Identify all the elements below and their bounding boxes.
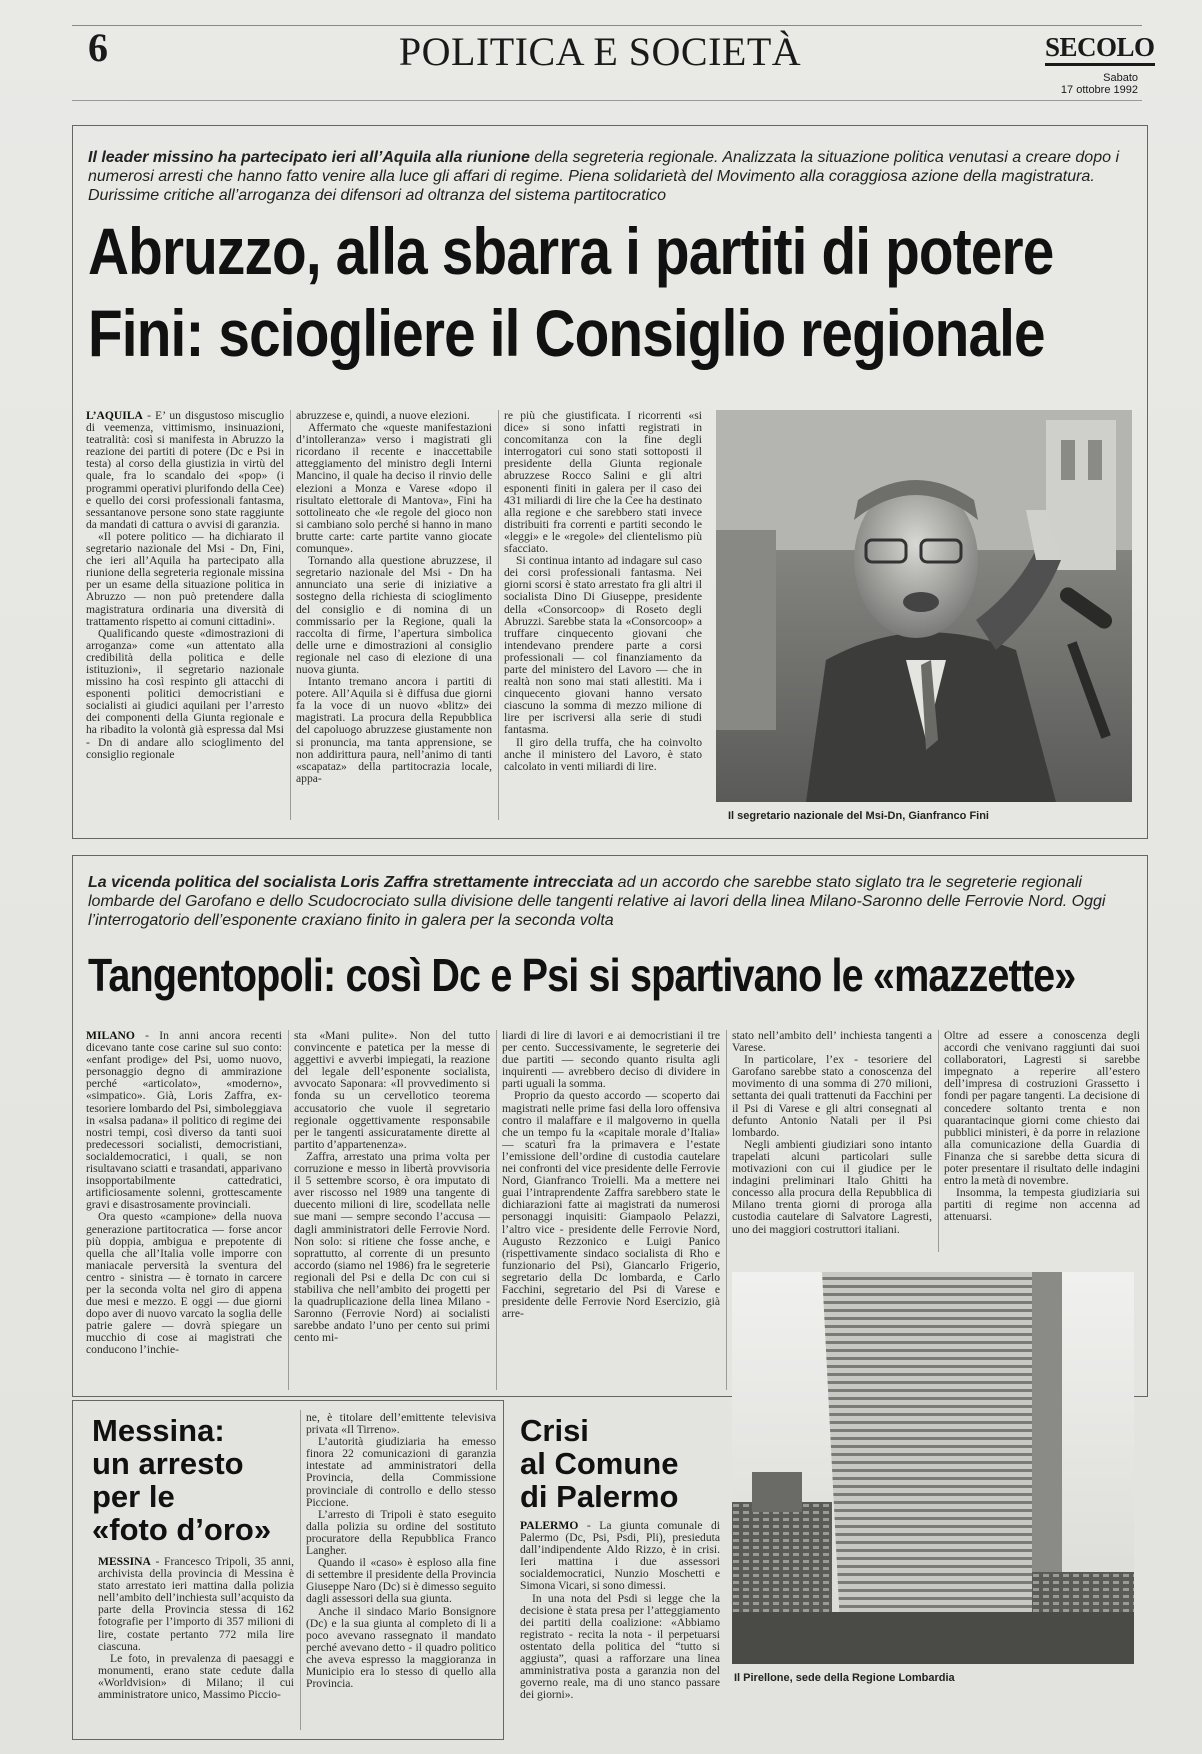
paragraph: Negli ambienti giudiziari sono intanto trapelati alcuni particolari sulle motivazioni con cui il giudice per le indagini preliminari Italo Ghitti ha concesso alla procura della Repubblica di Milano trenta giorni di proroga alla custodia cautelare di Salvatore Lagresti, uno dei maggiori costruttori italiani. [732, 1137, 932, 1236]
headline-line: per le [92, 1479, 175, 1514]
paragraph: Affermato che «queste manifestazioni d’intolleranza» verso i magistrati gli ricordano il recente e inaccettabile atteggiamento del ministro degli Interni Mancino, il quale ha deciso il rinvio delle elezioni a Monza e Varese «dopo il risultato elettorale di Mantova», Fini ha sottolineato che «le regole del gioco non si cambiano solo perché si hanno in mano brutte carte: carte partite vanno giocate comunque». [296, 421, 492, 556]
paragraph: In una nota del Psdi si legge che la decisione è stata presa per l’atteggiamento dei partiti della coalizione: «Abbiamo registrato - recita la nota - il perpetuarsi ostentato della politica del “tutto si aggiusta”, quasi a rafforzare una linea amministrativa posta a garanzia non del governo reale, ma di uno stanco passare dei giorni». [520, 1591, 720, 1702]
dateline: MESSINA [98, 1556, 151, 1568]
paragraph: - Francesco Tripoli, 35 anni, archivista della provincia di Messina è stato arrestato ieri mattina dalla polizia nell’ambito dell’inchiesta sull’acquisto da parte della Provincia stessa di 162 fotografie per l’importo di 357 milioni di lire, costate pertanto 772 mila lire ciascuna. [98, 1556, 294, 1653]
kicker-bold: Il leader missino ha partecipato ieri all’Aquila alla riunione [88, 149, 530, 166]
article-tangentopoli-column-2 [294, 1030, 490, 1390]
paragraph: re più che giustificata. I ricorrenti «si dice» si sono infatti registrati in concomitanza con la fine degli interrogatori cui sono stati sottoposti il presidente della Giunta regionale abruzzese Rocco Salini e gli altri esponenti finiti in galera per il caso dei 431 miliardi di lire che la Cee ha destinato alla regione e che sarebbero stati invece distribuiti fra correnti e partiti secondo le «leggi» e le «regole» del clientelismo più sfacciato. [504, 410, 702, 556]
article-palermo-headline [520, 1414, 720, 1513]
column-separator [498, 410, 499, 820]
section-title: POLITICA E SOCIETÀ [398, 29, 802, 74]
kicker-text: della segreteria regionale. Analizzata la situazione politica venutasi a creare dopo i numerosi arresti che hanno fatto venire alla luce gli affari di regime. Piena solidarietà del Movimento alla coraggiosa azione della magistratura. Durissime critiche all’arroganza dei difensori ad oltranza del sistema partitocratico [88, 149, 1119, 204]
headline-line: Messina: [92, 1413, 225, 1448]
paragraph: Intanto tremano ancora i partiti di potere. All’Aquila si è diffusa due giorni fa la voce di un nuovo «blitz» dei magistrati. La procura della Repubblica del capoluogo abruzzese giustamente non si pronuncia, ma tanta apprensione, se non addirittura paura, nell’animo di tanti «scapataz» della partitocrazia locale, appa- [296, 675, 492, 785]
pirellone-photo-image [732, 1272, 1134, 1664]
article-tangentopoli-column-5 [944, 1030, 1140, 1252]
article-abruzzo-headline-2: Fini: sciogliere il Consiglio regionale [88, 296, 1045, 370]
headline-line: un arresto [92, 1446, 244, 1481]
paragraph: «Il potere politico — ha dichiarato il segretario nazionale del Msi - Dn, Fini, che ieri all’Aquila ha partecipato alla riunione della segreteria regionale missina per un esame della situazione politica in Abruzzo — non può pretendere dalla magistratura ordinaria una diversità di trattamento rispetto ai comuni cittadini». [86, 529, 284, 628]
header-top-rule [72, 25, 1142, 26]
paragraph: Le foto, in prevalenza di paesaggi e monumenti, erano state cedute dalla «Worldvision» di Milano; il cui amministratore unico, Massimo Piccio- [98, 1651, 294, 1702]
paragraph: Zaffra, arrestato una prima volta per corruzione e messo in libertà provvisoria il 5 settembre scorso, è ora imputato di aver riscosso nel 1989 una tangente di duecento milioni di lire, scodellata nelle sue mani — sempre secondo l’accusa — dagli amministratori delle Ferrovie Nord. Non solo: si ritiene che fosse anche, e soprattutto, al corrente di un presunto accordo (siamo nel 1986) fra le segreterie regionali del Psi e della Dc con cui si stabiliva che nell’ambito dei progetti per la quadruplicazione della linea Milano - Saronno (Ferrovie Nord) ai socialisti sarebbe andato l’uno per cento sui primi cento mi- [294, 1149, 490, 1345]
paragraph: Insomma, la tempesta giudiziaria sui partiti di regime non accenna ad attenuarsi. [944, 1186, 1140, 1224]
headline-line: Crisi [520, 1413, 589, 1448]
kicker-bold: La vicenda politica del socialista Loris Zaffra strettamente intrecciata [88, 874, 614, 891]
pirellone-photo-caption: Il Pirellone, sede della Regione Lombardia [734, 1672, 955, 1684]
masthead-logo: SECOLO [1045, 32, 1155, 66]
article-tangentopoli-column-3 [502, 1030, 720, 1390]
paragraph: Oltre ad essere a conoscenza degli accordi che venivano raggiunti dai suoi collaboratori, Lagresti si sarebbe impegnato a reperire all’estero dell’impresa di costruzioni Grassetto i fondi per pagare tangenti. La decisione di concedere soltanto trenta e non quarantacinque giorni come chiesto dai pubblici ministeri, è da porre in relazione alla comunicazione della Guardia di Finanza che si sarebbe detta sicura di poter presentare il risultato delle indagini entro la metà di novembre. [944, 1030, 1140, 1188]
paragraph: liardi di lire di lavori e ai democristiani il tre per cento. Successivamente, le segreterie dei due partiti — secondo quanto risulta agli inquirenti — avrebbero deciso di dividere in parti uguali la somma. [502, 1030, 720, 1091]
article-palermo-column [520, 1520, 720, 1736]
column-separator [300, 1410, 301, 1730]
headline-line: «foto d’oro» [92, 1512, 272, 1547]
paragraph: Quando il «caso» è esploso alla fine di settembre il presidente della Provincia Giuseppe Naro (Dc) si è dimesso seguito dagli assessori della sua giunta. [306, 1556, 496, 1606]
article-tangentopoli-kicker [88, 873, 1128, 930]
article-tangentopoli-column-1 [86, 1030, 282, 1390]
issue-weekday: Sabato [1103, 72, 1138, 84]
kicker-text: ad un accordo che sarebbe stato siglato tra le segreterie regionali lombarde del Garofano e dello Scudocrociato sulla divisione delle tangenti relative ai lavori della linea Milano-Saronno delle Ferrovie Nord. Oggi l’interrogatorio dell’esponente craxiano finito in galera per la seconda volta [88, 874, 1106, 929]
issue-full-date: 17 ottobre 1992 [1060, 84, 1138, 96]
article-abruzzo-column-2 [296, 410, 492, 824]
paragraph: abruzzese e, quindi, a nuove elezioni. [296, 410, 470, 422]
article-abruzzo-column-1 [86, 410, 284, 824]
issue-date [1020, 72, 1138, 96]
paragraph: Proprio da questo accordo — scoperto dai magistrati nelle prime fasi della loro offensiva contro il malaffare e il malgoverno in quella che un tempo fu la «capitale morale d’Italia» — scaturì fra la primavera e l’estate l’emissione dell’ordine di custodia cautelare nei confronti del vice presidente delle Ferrovie Nord, Gianfranco Troielli. Ma a mettere nei guai l’intraprendente Zaffra sarebbero state le dichiarazioni fatte ai magistrati da numerosi personaggi inquisiti: Giampaolo Pelazzi, l’altro vice - presidente delle Ferrovie Nord, Augusto Rezzonico e Luigi Panico (rispettivamente sindaco socialista di Rho e funzionario del Psi), Giancarlo Frigerio, segretario della Dc lombarda, e Carlo Facchini, segretario del Psi di Varese e presidente delle Ferrovie Nord Esercizio, già arre- [502, 1089, 720, 1321]
article-abruzzo-kicker [88, 148, 1128, 205]
article-tangentopoli-headline: Tangentopoli: così Dc e Psi si spartivano le «mazzette» [88, 949, 1076, 1001]
paragraph: Si continua intanto ad indagare sul caso dei corsi professionali fantasma. Nei giorni scorsi è stato arrestato fra gli altri il socialista Dino Di Giuseppe, presidente della «Consorcoop» di Roseto degli Abruzzi. Sarebbe stata la «Consorcoop» a truffare cinquecento giovani che intendevano prendere parte a corsi professionali — col finanziamento da parte del ministero del Lavoro — che in realtà non sono mai stati allestiti. Ma i cinquecento giovani hanno versato ciascuno la somma di mezzo milione di lire per iscriversi alla serie di studi fantasma. [504, 554, 702, 737]
column-separator [290, 410, 291, 820]
dateline: PALERMO [520, 1520, 579, 1532]
paragraph: Qualificando queste «dimostrazioni di arroganza» come «un attentato alla credibilità della politica e delle istituzioni», il segretario nazionale missino ha così respinto gli attacchi di esponenti politici democristiani e socialisti ai giudici aquilani per l’arresto dei componenti della Giunta regionale e ha ribadito la volontà già espressa dal Msi - Dn di andare allo scioglimento del consiglio regionale [86, 626, 284, 761]
article-tangentopoli-column-4 [732, 1030, 932, 1252]
dateline: L’AQUILA [86, 410, 143, 422]
header-bottom-rule [72, 100, 1142, 101]
fini-photo-image [716, 410, 1132, 802]
pirellone-photo [732, 1272, 1134, 1664]
dateline: MILANO [86, 1030, 135, 1042]
article-abruzzo-headline-1: Abruzzo, alla sbarra i partiti di potere [88, 214, 1054, 288]
headline-line: di Palermo [520, 1479, 679, 1514]
paragraph: stato nell’ambito dell’ inchiesta tangenti a Varese. [732, 1030, 932, 1055]
column-separator [288, 1030, 289, 1390]
paragraph: L’arresto di Tripoli è stato eseguito dalla polizia su ordine del sostituto procuratore della Repubblica Franco Langher. [306, 1507, 496, 1558]
article-messina-column-2 [306, 1412, 496, 1734]
paragraph: - In anni ancora recenti dicevano tante cose carine sul suo conto: «enfant prodige» del Psi, uomo nuovo, personaggio degno di ammirazione perché «articolato», «moderno», «simpatico». Già, Loris Zaffra, ex-tesoriere lombardo del Psi, simboleggiava in «salsa padana» il politico di regime dei nostri tempi, così diverso da tanti suoi predecessori socialisti, democristiani, socialdemocratici, i quali, se non risultavano sciatti e trasandati, apparivano insopportabilmente cattedratici, artificiosamente solenni, grottescamente gravi e disastrosamente provinciali. [86, 1030, 282, 1212]
column-separator [726, 1030, 727, 1390]
paragraph: L’autorità giudiziaria ha emesso finora 22 comunicazioni di garanzia intestate ad amministratori della Provincia, della Commissione provinciale di controllo e dello stesso Piccione. [306, 1435, 496, 1509]
paragraph: Tornando alla questione abruzzese, il segretario nazionale del Msi - Dn ha annunciato una serie di iniziative a sostegno della richiesta di scioglimento del consiglio e di nomina di un commissario per la Regione, quali la raccolta di firme, l’apertura simbolica delle urne e dimostrazioni al consiglio regionale nel caso di elezione di una nuova giunta. [296, 554, 492, 676]
paragraph: Ora questo «campione» della nuova generazione partitocratica — forse ancor più doppia, ambigua e prepotente di quella che all’Italia volle imporre con maniacale perversità la sventura del centro - sinistra — è tornato in carcere per la seconda volta nel giro di appena due mesi e mezzo. E oggi — due giorni dopo aver di nuovo varcato la soglia delle patrie galere — dovrà spiegare un mucchio di cose ai magistrati che conducono l’inchie- [86, 1210, 282, 1357]
article-messina-column-1 [98, 1556, 294, 1734]
article-messina-headline [92, 1414, 292, 1546]
paragraph: Il giro della truffa, che ha coinvolto anche il ministero del Lavoro, è stato calcolato in venti miliardi di lire. [504, 735, 702, 773]
column-separator [938, 1030, 939, 1252]
fini-photo-caption: Il segretario nazionale del Msi-Dn, Gianfranco Fini [728, 810, 989, 822]
paragraph: Anche il sindaco Mario Bonsignore (Dc) e la sua giunta al completo di li a poco avevano rassegnato il mandato perché avevano detto - il quadro politico che aveva espresso la maggioranza in Municipio era lo stesso di quello alla Provincia. [306, 1604, 496, 1691]
page-number: 6 [88, 25, 108, 70]
paragraph: ne, è titolare dell’emittente televisiva privata «Il Tirreno». [306, 1412, 496, 1437]
headline-line: al Comune [520, 1446, 679, 1481]
paragraph: sta «Mani pulite». Non del tutto convincente e patetica per la messe di aggettivi e avverbi impiegati, la reazione del legale dell’esponente socialista, avvocato Saponara: «Il provvedimento si fonda su un cervellotico teorema accusatorio che vuole il segretario regionale oggettivamente responsabile per le tangenti assicuratamente dirette al partito d’appartenenza». [294, 1030, 490, 1151]
paragraph: - La giunta comunale di Palermo (Dc, Psi, Psdi, Pli), presieduta dall’indipendente Aldo Rizzo, è in crisi. Ieri mattina i due assessori socialdemocratici, Nunzio Moschetti e Simona Vicari, si sono dimessi. [520, 1520, 720, 1593]
fini-photo [716, 410, 1132, 802]
paragraph: In particolare, l’ex - tesoriere del Garofano sarebbe stato a conoscenza del movimento di una somma di 270 milioni, settanta dei quali trattenuti da Facchini per il Psi di Varese e gli altri consegnati al defunto Antonio Natali per il Psi lombardo. [732, 1053, 932, 1139]
article-abruzzo-column-3 [504, 410, 702, 824]
paragraph: - E’ un disgustoso miscuglio di veemenza, vittimismo, insinuazioni, teatralità: così si manifesta in Abruzzo la reazione dei partiti di potere (Dc e Psi in testa) al corso della giustizia in virtù del quale, fra lo scandalo dei «pop» (i programmi operativi plurifondo della Cee) e quello dei corsi professionali fantasma, sessantanove persone sono state raggiunte da mandati di cattura o avvisi di garanzia. [86, 410, 284, 531]
column-separator [496, 1030, 497, 1390]
